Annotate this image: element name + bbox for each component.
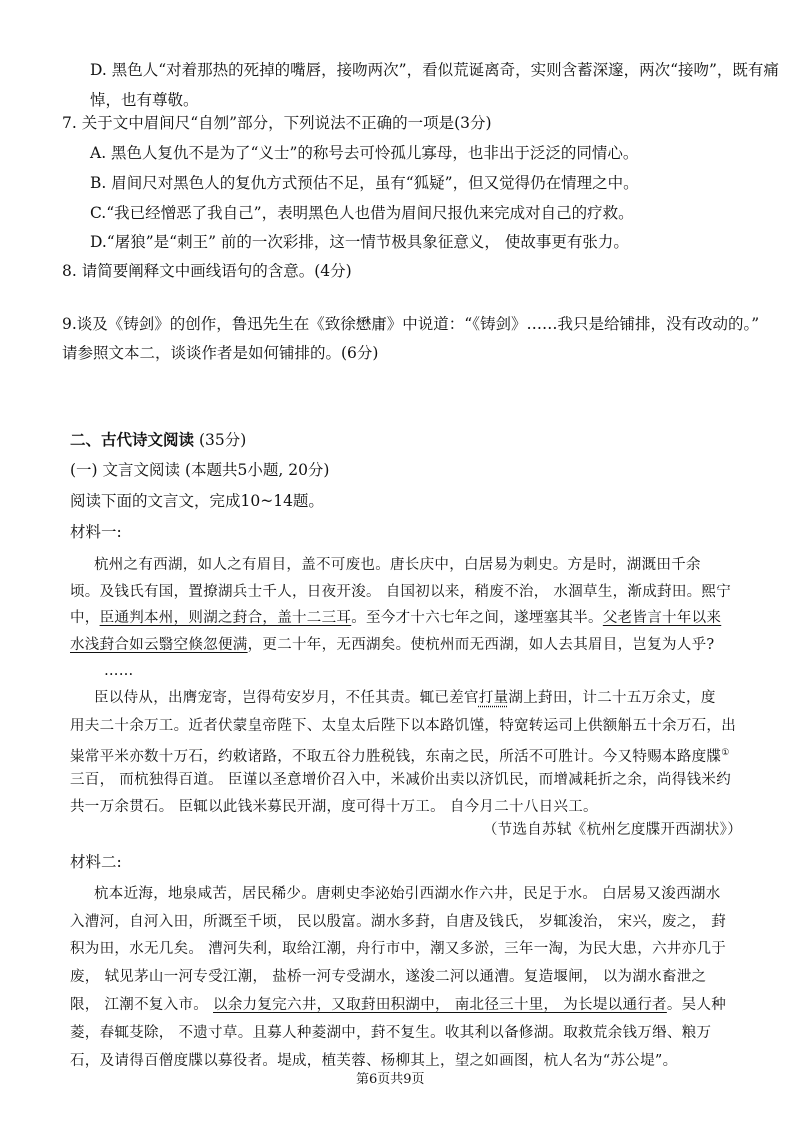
material1-source: （节选自苏轼《杭州乞度牒开西湖状》） [482,822,742,838]
material1-p1-line1: 杭州之有西湖，如人之有眉目，盖不可废也。唐长庆中，白居易为刺史。方是时，湖溉田千余 [94,557,701,573]
q9-stem-line1: 9.谈及《铸剑》的创作，鲁迅先生在《致徐懋庸》中说道：“《铸剑》……我只是给铺排，没有改动的。” [62,315,760,333]
material2-line3: 积为田，水无几矣。 漕河失利，取给江潮，舟行市中，潮又多淤，三年一淘，为民大患，六井亦几于 [70,941,727,957]
q6-option-d-line1: D. 黑色人“对着那热的死掉的嘴唇，接吻两次”，看似荒诞离奇，实则含蓄深邃，两次“接吻”，既有痛 [90,61,779,79]
underlined-sentence-2b: 水浅葑合如云翳空倏忽便满 [70,637,248,653]
section2-heading [70,430,246,450]
text-run: 臣以侍从，出膺宠寄，岂得苟安岁月，不任其责。辄已差官 [94,690,479,706]
q7-stem: 7. 关于文中眉间尺“自刎”部分，下列说法不正确的一项是(3分) [62,114,492,132]
material1-p2-line1 [94,688,716,708]
material1-label: 材料一: [70,523,122,541]
text-run: 粜常平米亦数十万石，约敕诸路，不取五谷力胜税钱，东南之民，所活不可胜计。今又特赐本路度牒 [70,748,722,765]
underlined-sentence-2a: 父老皆言十年以来 [602,610,722,626]
material2-line7: 石，及请得百僧度牒以募役者。堤成，植芙蓉、杨柳其上，望之如画图，杭人名为“苏公堤”。 [70,1053,678,1069]
text-run: 。吴人种 [666,997,727,1013]
q9-stem-line2: 请参照文本二，谈谈作者是如何铺排的。(6分) [62,344,379,362]
material1-p2-line3 [70,743,730,767]
material2-line6: 菱，春辄芟除， 不遗寸草。且募人种菱湖中，葑不复生。收其利以备修湖。取救荒余钱万缗、粮万 [70,1025,712,1041]
material1-p1-line4 [70,635,714,655]
material2-line5 [70,995,726,1015]
section2-score: (35分) [198,431,247,449]
material2-line1: 杭本近海，地泉咸苦，居民稀少。唐刺史李泌始引西湖水作六井，民足于水。 白居易又浚西湖水 [94,886,721,902]
footnote-marker: ① [721,748,730,758]
material1-p2-line5: 共一万余贯石。 臣辄以此钱米募民开湖，度可得十万工。 自今月二十八日兴工。 [70,799,598,815]
q7-option-a: A. 黑色人复仇不是为了“义士”的称号去可怜孤儿寡母，也非出于泛泛的同情心。 [90,144,639,162]
material2-line4: 废， 轼见茅山一河专受江潮， 盐桥一河专受湖水，遂浚二河以通漕。复造堰闸， 以为湖水畜泄之 [70,969,707,985]
q8-stem: 8. 请简要阐释文中画线语句的含意。(4分) [62,262,352,280]
material1-p2-line2: 用夫二十余万工。近者伏蒙皇帝陛下、太皇太后陛下以本路饥馑，特宽转运司上供额斛五十余万石，出 [70,718,736,734]
text-run: 中， [70,610,100,626]
text-run: 湖上葑田，计二十五万余丈，度 [508,690,716,706]
underlined-sentence-3: 以余力复完六井，又取葑田积湖中， 南北径三十里， 为长堤以通行者 [213,997,667,1013]
underlined-sentence-1: 臣通判本州，则湖之葑合，盖十二三耳 [99,610,352,626]
material1-p1-line3 [70,608,721,628]
q6-option-d-line2: 悼，也有尊敬。 [90,91,199,109]
page-number: 第6页共9页 [356,1072,425,1087]
ellipsis: …… [104,663,134,679]
q7-option-c: C.“我已经憎恶了我自己”，表明黑色人也借为眉间尺报仇来完成对自己的疗救。 [90,204,634,222]
material1-p1-line2: 顷。及钱氏有国，置撩湖兵士千人，日夜开浚。 自国初以来，稍废不治， 水涸草生，渐成葑田。熙宁 [70,584,732,600]
material1-p2-line4: 三百， 而杭独得百道。 臣谨以圣意增价召入中，米减价出卖以济饥民，而增减耗折之余，尚得钱米约 [70,772,732,788]
material2-line2: 入漕河，自河入田，所溉至千顷， 民以殷富。湖水多葑，自唐及钱氏， 岁辄浚治， 宋兴，废之， 葑 [70,914,727,930]
subsection-heading: (一) 文言文阅读 (本题共5小题, 20分) [70,461,330,479]
material2-label: 材料二: [70,853,122,871]
text-run: ，更二十年，无西湖矣。使杭州而无西湖，如人去其眉目，岂复为人乎? [247,637,715,653]
dotted-word: 打量 [478,690,509,706]
q7-option-b: B. 眉间尺对黑色人的复仇方式预估不足，虽有“狐疑”，但又觉得仍在情理之中。 [90,174,639,192]
text-run: 。至今才十六七年之间，遂堙塞其半。 [351,610,603,626]
q7-option-d: D.“屠狼”是“刺王” 前的一次彩排，这一情节极具象征意义， 使故事更有张力。 [90,233,629,251]
section2-title: 二、古代诗文阅读 [70,430,195,449]
text-run: 限， 江潮不复入市。 [70,997,214,1013]
reading-instruction: 阅读下面的文言文，完成10~14题。 [70,492,324,510]
